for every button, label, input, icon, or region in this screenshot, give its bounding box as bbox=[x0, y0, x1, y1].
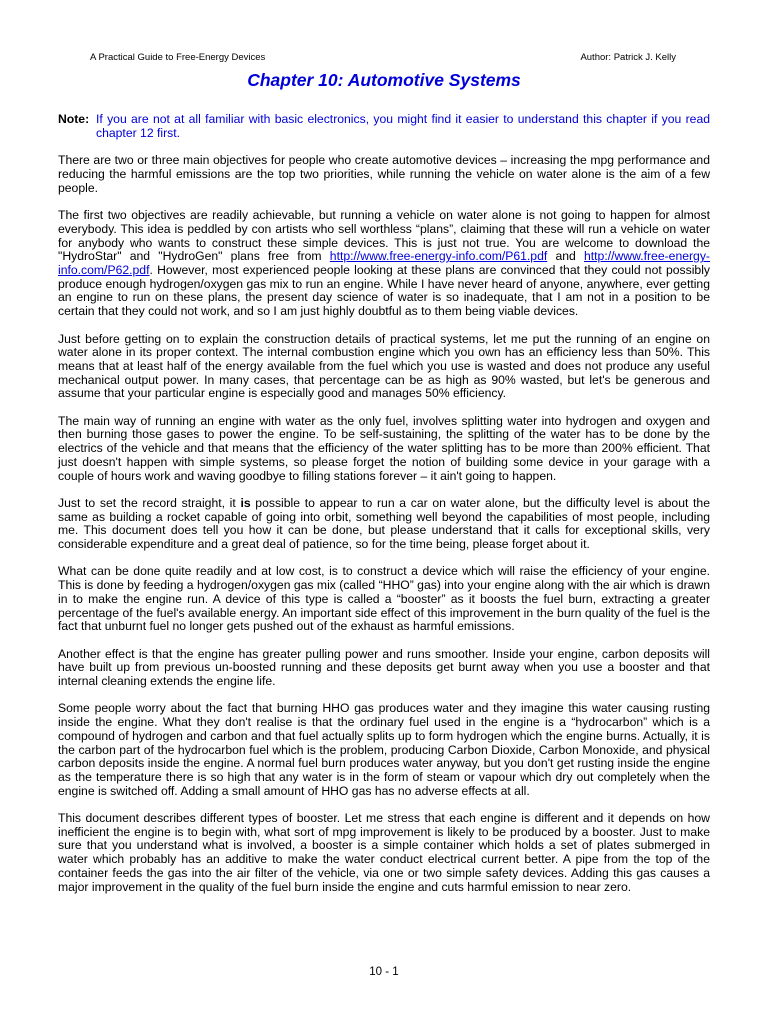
note-text: If you are not at all familiar with basic electronics, you might find it easier to understand this chapter if you read chapter 12 first. bbox=[96, 112, 710, 140]
emphasis-is: is bbox=[240, 495, 251, 510]
paragraph-water-plans-text-2: and bbox=[547, 249, 584, 264]
paragraph-water-plans bbox=[58, 209, 710, 319]
header-author: Author: Patrick J. Kelly bbox=[580, 52, 676, 63]
paragraph-water-splitting: The main way of running an engine with water as the only fuel, involves splitting water into hydrogen and oxygen and then burning those gases to power the engine. To be self-sustaining, the splitting of the water has to be done by the electrics of the vehicle and that means that the efficiency of the water splitting has to be more than 200% efficient. That just doesn't happen with simple systems, so please forget the notion of building some device in your garage with a couple of hours work and waving goodbye to filling stations forever – it ain't going to happen. bbox=[58, 413, 710, 483]
paragraph-record-straight-text-2: possible to appear to run a car on water alone, but the difficulty level is about the same as building a rocket capable of going into orbit, something well beyond the capabilities of most people, including me. This document does tell you how it can be done, but please understand that it calls for exceptional skills, very considerable expenditure and a great deal of patience, so for the time being, please forget about it. bbox=[58, 495, 710, 552]
chapter-title: Chapter 10: Automotive Systems bbox=[247, 70, 521, 90]
paragraph-record-straight bbox=[58, 497, 710, 552]
running-header bbox=[90, 51, 678, 65]
paragraph-water-plans-text-3: . However, most experienced people looking at these plans are convinced that they could not possibly produce enough hydrogen/oxygen gas mix to run an engine. While I have never heard of anyone, anywhere, ever getting an engine to run on these plans, the present day science of water is so inadequate, that I am not in a position to be certain that they could not work, and so I am just highly doubtful as to them being viable devices. bbox=[58, 263, 710, 319]
paragraph-water-plans-text-1: The first two objectives are readily achievable, but running a vehicle on water alone is not going to happen for almost everybody. This idea is peddled by con artists who sell worthless “plans”, claiming that these will run a vehicle on water for anybody who wants to construct these simple devices. This is just not true. You are welcome to download the "HydroStar" and "HydroGen" plans free from bbox=[58, 208, 710, 264]
body-content bbox=[58, 113, 710, 908]
hydrostar-plans-link[interactable]: http://www.free-energy-info.com/P61.pdf bbox=[329, 249, 548, 264]
header-book-title: A Practical Guide to Free-Energy Devices bbox=[90, 52, 266, 63]
page-number: 10 - 1 bbox=[369, 966, 399, 978]
paragraph-record-straight-text-1: Just to set the record straight, it bbox=[58, 495, 241, 510]
paragraph-booster-intro: What can be done quite readily and at low cost, is to construct a device which will raise the efficiency of your engine. This is done by feeding a hydrogen/oxygen gas mix (called “HHO” gas) into your engine along with the air which is drawn in to make the engine run. A device of this type is called a “booster” as it boosts the fuel burn, extracting a greater percentage of the fuel's available energy. An important side effect of this improvement in the burn quality of the fuel is the fact that unburnt fuel no longer gets pushed out of the exhaust as harmful emissions. bbox=[58, 564, 710, 634]
note-label: Note: bbox=[58, 112, 90, 126]
paragraph-engine-efficiency: Just before getting on to explain the construction details of practical systems, let me put the running of an engine on water alone in its proper context. The internal combustion engine which you own has an efficiency less than 50%. This means that at least half of the energy available from the fuel which you use is wasted and does not produce any useful mechanical output power. In many cases, that percentage can be as high as 90% wasted, but let's be generous and assume that your particular engine is especially good and manages 50% efficiency. bbox=[58, 331, 710, 401]
paragraph-pulling-power: Another effect is that the engine has greater pulling power and runs smoother. Inside your engine, carbon deposits will have built up from previous un-boosted running and these deposits get burnt away when you use a booster and that internal cleaning extends the engine life. bbox=[58, 646, 710, 689]
paragraph-rust-concern: Some people worry about the fact that burning HHO gas produces water and they imagine this water causing rusting inside the engine. What they don't realise is that the ordinary fuel used in the engine is a “hydrocarbon” which is a compound of hydrogen and carbon and that fuel actually splits up to form hydrogen which the engine burns. Actually, it is the carbon part of the hydrocarbon fuel which is the problem, producing Carbon Dioxide, Carbon Monoxide, and physical carbon deposits inside the engine. A normal fuel burn produces water anyway, but you don't get rusting inside the engine as the temperature there is so high that any water is in the form of steam or vapour which dry out completely when the engine is switched off. Adding a small amount of HHO gas has no adverse effects at all. bbox=[58, 701, 710, 798]
hydrogen-plans-link[interactable]: http://www.free-energy-info.com/P62.pdf bbox=[58, 249, 710, 278]
paragraph-objectives: There are two or three main objectives for people who create automotive devices – increasing the mpg performance and reducing the harmful emissions are the top two priorities, while running the vehicle on water alone is the aim of a few people. bbox=[58, 153, 710, 195]
note-block bbox=[58, 113, 710, 140]
paragraph-booster-types: This document describes different types of booster. Let me stress that each engine is different and it depends on how inefficient the engine is to begin with, what sort of mpg improvement is likely to be produced by a booster. Just to make sure that you understand what is involved, a booster is a simple container which holds a set of plates submerged in water which probably has an additive to make the water conduct electrical current better. A pipe from the top of the container feeds the gas into the air filter of the vehicle, via one or two simple safety devices. Adding this gas causes a major improvement in the quality of the fuel burn inside the engine and cuts harmful emission to near zero. bbox=[58, 811, 710, 894]
